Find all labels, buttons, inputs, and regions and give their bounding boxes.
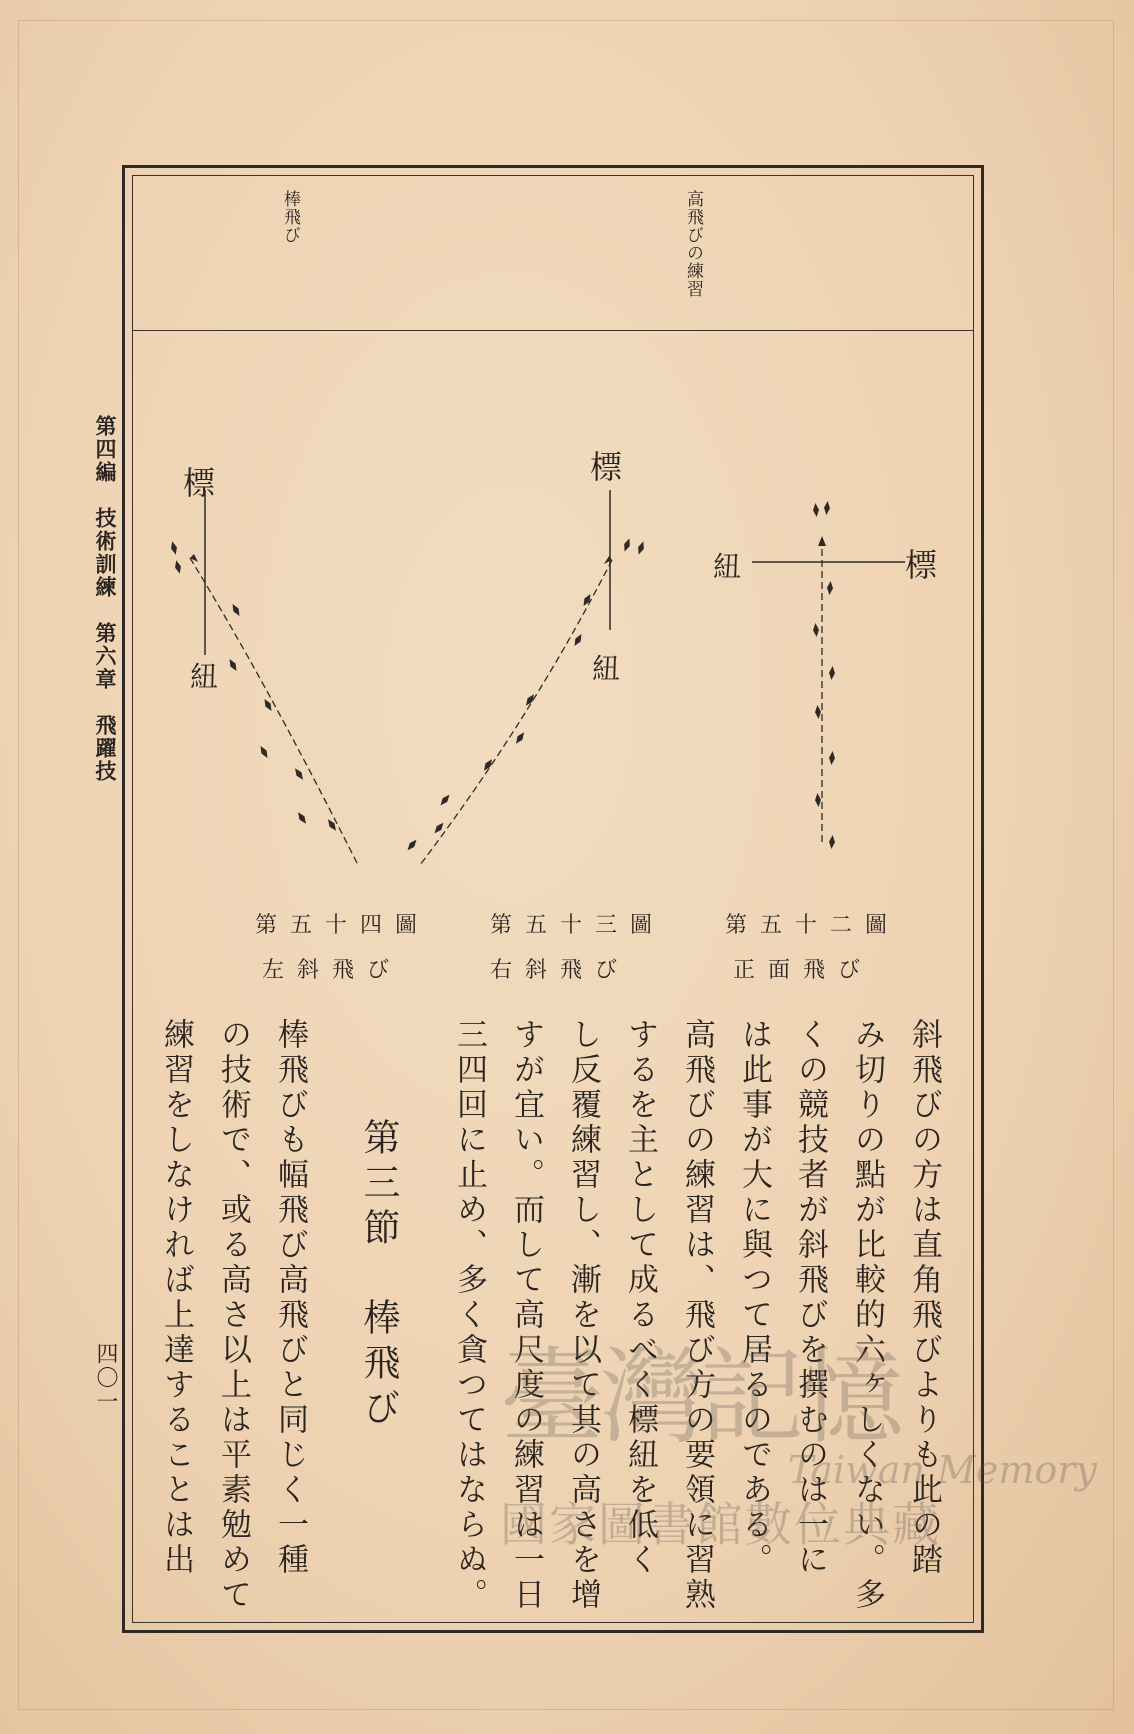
figure-52-diagram: [752, 501, 905, 849]
watermark-subtitle: 國家圖書館數位典藏: [500, 1498, 941, 1553]
figure-52-label-top: 標: [905, 546, 938, 584]
side-title-part: 第四編: [93, 415, 118, 484]
body-column: 斜飛びの方は直角飛びよりも此の踏: [906, 1018, 942, 1578]
watermark-english: Taiwan Memory: [788, 1448, 1097, 1492]
page-number: 四〇一: [93, 1342, 118, 1414]
figure-53-caption: 第五十三圖: [490, 913, 666, 938]
arrow-tip: [818, 536, 826, 546]
figure-54-label-side: 紐: [190, 660, 219, 693]
body-column: すが宜い。而して高尺度の練習は一日: [508, 1018, 544, 1613]
footprints: [812, 501, 835, 849]
figure-52-caption: 第五十二圖: [725, 913, 901, 938]
body-column: するを主として成るべく標紐を低く: [622, 1018, 658, 1578]
body-column: 棒飛びも幅飛び高飛びと同じく一種: [272, 1018, 308, 1578]
section-title: 第三節 棒飛び: [357, 1118, 400, 1433]
body-column: し反覆練習し、漸を以て其の高さを增: [565, 1018, 601, 1613]
body-column: 三四回に止め、多く貪つてはならぬ。: [451, 1018, 487, 1613]
figure-53-label-top: 標: [590, 448, 623, 486]
body-column: 練習をしなければ上達することは出: [158, 1018, 194, 1578]
body-column: の技術で、或る高さ以上は平素勉めて: [215, 1018, 251, 1613]
watermark-logo: 臺灣記憶: [500, 1336, 901, 1458]
figure-53-label-side: 紐: [592, 652, 621, 685]
approach-path: [420, 560, 612, 865]
figure-54-caption: 第五十四圖: [255, 913, 431, 938]
figure-52-label-side: 紐: [713, 550, 742, 583]
body-column: くの競技者が斜飛びを撰むのは一に: [792, 1018, 828, 1578]
body-column: み切りの點が比較的六ヶしくない。多: [849, 1018, 885, 1613]
figure-54-label-top: 標: [183, 464, 216, 502]
side-title-part: 第六章: [93, 622, 118, 691]
body-column: は此事が大に與つて居るのである。: [736, 1018, 772, 1578]
approach-path: [190, 558, 358, 865]
running-header-right: 高飛びの練習: [683, 190, 703, 298]
figure-52-subcaption: 正面飛び: [733, 958, 874, 983]
running-header-left: 棒飛び: [280, 190, 300, 244]
side-title-part: 技術訓練: [93, 507, 118, 599]
side-title-part: 飛躍技: [93, 714, 118, 783]
body-column: 高飛びの練習は、飛び方の要領に習熟: [679, 1018, 715, 1613]
figure-54-subcaption: 左斜飛び: [262, 958, 403, 983]
figure-53-subcaption: 右斜飛び: [490, 958, 631, 983]
